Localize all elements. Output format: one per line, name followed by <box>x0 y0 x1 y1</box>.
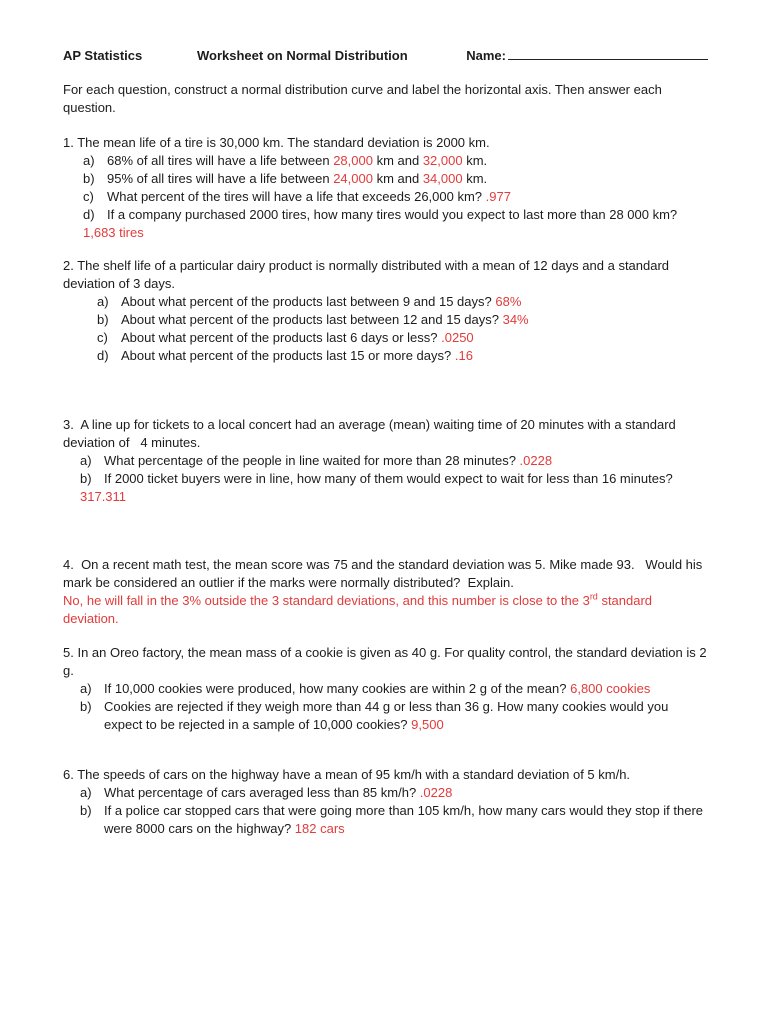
part-text: Cookies are rejected if they weigh more than 44 g or less than 36 g. How many cookies would you expect to be rejected in a sample of 10,000 cookies? 9,500 <box>104 699 672 732</box>
question-6 <box>63 766 708 838</box>
part-text: If a company purchased 2000 tires, how many tires would you expect to last more than 28 000 km? <box>107 207 678 222</box>
part-label: b) <box>80 699 92 714</box>
question-3-stem: 3. A line up for tickets to a local concert had an average (mean) waiting time of 20 minutes with a standard deviation of 4 minutes. <box>63 417 680 450</box>
question-6-stem: 6. The speeds of cars on the highway have a mean of 95 km/h with a standard deviation of 5 km/h. <box>63 767 631 782</box>
part-text: What percentage of the people in line waited for more than 28 minutes? .0228 <box>104 453 553 468</box>
part-label: d) <box>97 348 109 363</box>
part-label: c) <box>83 189 94 204</box>
question-6-part-a <box>80 784 708 802</box>
part-label: b) <box>80 803 92 818</box>
course-label: AP Statistics <box>63 48 143 63</box>
question-6-part-b <box>80 802 708 838</box>
question-1 <box>63 134 708 242</box>
question-2-parts <box>97 293 708 365</box>
part-text: If 2000 ticket buyers were in line, how many of them would expect to wait for less than 16 minutes? <box>104 471 673 486</box>
question-2-part-d <box>97 347 708 365</box>
instructions-paragraph: For each question, construct a normal distribution curve and label the horizontal axis. Then answer each question. <box>63 82 666 115</box>
page-title: Worksheet on Normal Distribution <box>197 48 408 63</box>
question-5 <box>63 644 711 734</box>
question-1-part-a <box>83 152 708 170</box>
question-2 <box>63 257 708 365</box>
part-text: About what percent of the products last between 12 and 15 days? 34% <box>121 312 529 327</box>
question-5-parts <box>80 680 708 734</box>
part-label: a) <box>83 153 95 168</box>
part-text: If a police car stopped cars that were going more than 105 km/h, how many cars would they stop if there were 8000 cars on the highway? 182 cars <box>104 803 707 836</box>
question-3-part-b <box>80 470 708 488</box>
part-text: About what percent of the products last 6 days or less? .0250 <box>121 330 474 345</box>
name-field <box>466 46 708 65</box>
question-2-part-c <box>97 329 708 347</box>
question-6-parts <box>80 784 708 838</box>
worksheet-header <box>63 46 708 65</box>
question-1-stem: 1. The mean life of a tire is 30,000 km. The standard deviation is 2000 km. <box>63 135 490 150</box>
question-1-answer: 1,683 tires <box>83 225 144 240</box>
question-1-part-c <box>83 188 708 206</box>
question-4 <box>63 556 708 628</box>
part-label: a) <box>80 681 92 696</box>
question-5-part-a <box>80 680 708 698</box>
question-5-stem: 5. In an Oreo factory, the mean mass of a cookie is given as 40 g. For quality control, the standard deviation is 2 g. <box>63 645 711 678</box>
part-label: b) <box>97 312 109 327</box>
part-label: a) <box>80 453 92 468</box>
part-label: c) <box>97 330 108 345</box>
question-3-answer: 317.311 <box>80 489 127 504</box>
name-label: Name: <box>466 48 506 63</box>
part-text: What percent of the tires will have a life that exceeds 26,000 km? .977 <box>107 189 511 204</box>
question-5-part-b <box>80 698 708 734</box>
question-3-part-a <box>80 452 708 470</box>
question-3 <box>63 416 708 506</box>
part-text: 95% of all tires will have a life between 24,000 km and 34,000 km. <box>107 171 488 186</box>
question-2-stem: 2. The shelf life of a particular dairy product is normally distributed with a mean of 12 days and a standard deviation of 3 days. <box>63 258 673 291</box>
question-4-answer: No, he will fall in the 3% outside the 3 standard deviations, and this number is close to the 3rd standard deviation. <box>63 591 656 626</box>
question-1-parts <box>83 152 708 242</box>
question-2-part-a <box>97 293 708 311</box>
question-2-part-b <box>97 311 708 329</box>
question-1-part-d <box>83 206 708 224</box>
part-label: a) <box>97 294 109 309</box>
part-label: b) <box>80 471 92 486</box>
part-text: 68% of all tires will have a life between 28,000 km and 32,000 km. <box>107 153 488 168</box>
part-text: If 10,000 cookies were produced, how many cookies are within 2 g of the mean? 6,800 cookies <box>104 681 651 696</box>
question-1-part-b <box>83 170 708 188</box>
part-text: About what percent of the products last between 9 and 15 days? 68% <box>121 294 522 309</box>
part-label: d) <box>83 207 95 222</box>
part-text: What percentage of cars averaged less than 85 km/h? .0228 <box>104 785 453 800</box>
part-label: a) <box>80 785 92 800</box>
part-text: About what percent of the products last 15 or more days? .16 <box>121 348 473 363</box>
part-label: b) <box>83 171 95 186</box>
question-4-stem: 4. On a recent math test, the mean score was 75 and the standard deviation was 5. Mike made 93. Would his mark be considered an outlier if the marks were normally distributed? Explain. <box>63 557 706 590</box>
question-3-parts <box>80 452 708 506</box>
name-blank-line <box>508 46 708 60</box>
